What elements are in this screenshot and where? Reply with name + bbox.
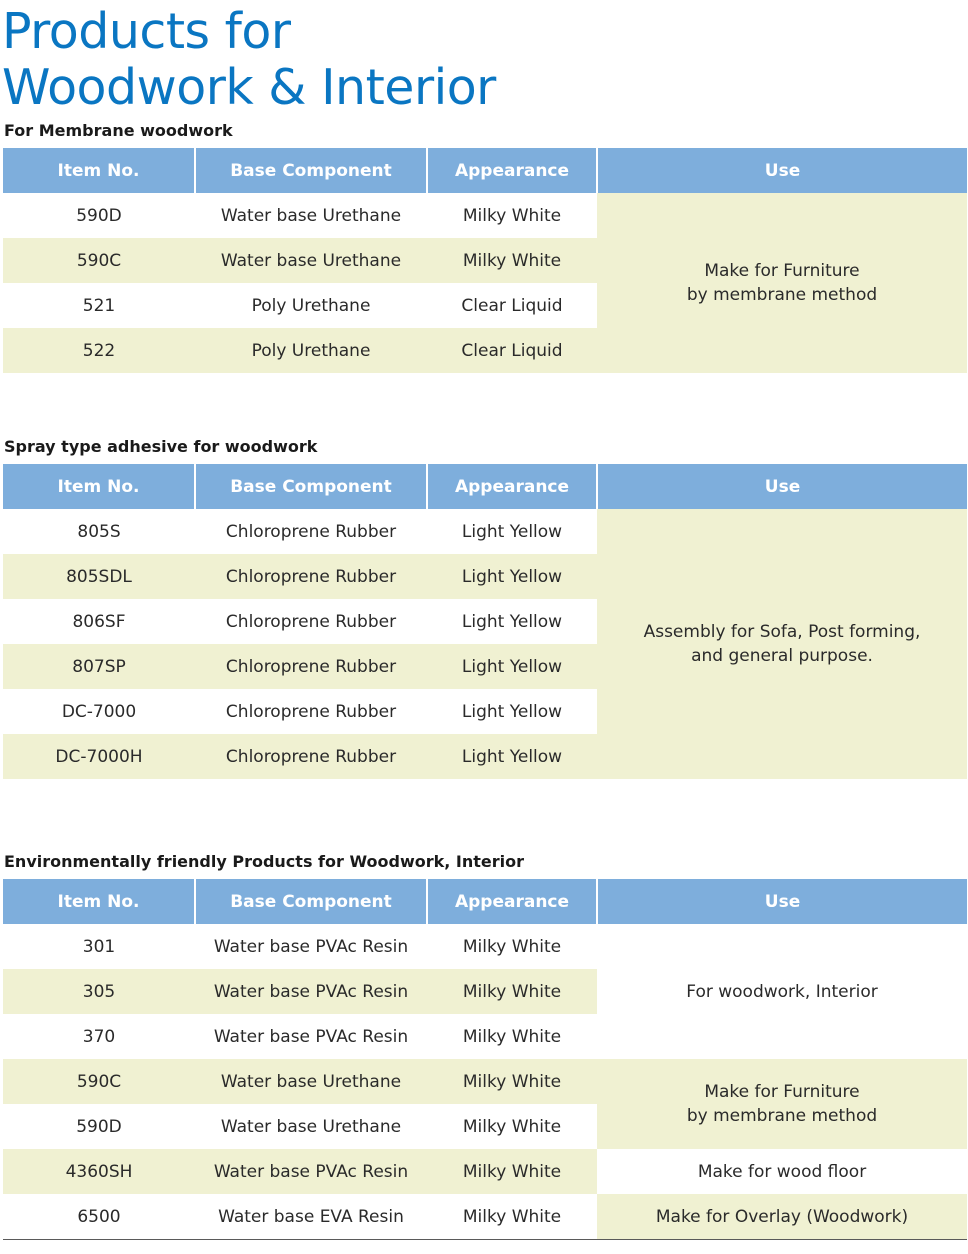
table-row [3,924,967,969]
use-line: by membrane method [686,285,878,305]
section-heading-membrane: For Membrane woodwork [4,121,233,140]
item-no-cell: DC-7000H [3,734,195,779]
table-row [3,1194,967,1240]
table-row [3,193,967,238]
base-component-cell: Water base PVAc Resin [195,969,427,1014]
appearance-cell: Milky White [427,1059,597,1104]
use-line: For woodwork, Interior [686,981,878,1002]
use-line: and general purpose. [691,646,873,666]
item-no-cell: 590D [3,193,195,238]
section-heading-eco: Environmentally friendly Products for Woodwork, Interior [4,852,525,871]
appearance-cell: Light Yellow [427,689,597,734]
use-cell [597,509,967,779]
use-line: by membrane method [686,1106,878,1126]
table-row [3,1149,967,1194]
use-cell [597,1149,967,1194]
use-cell [597,1194,967,1240]
appearance-cell: Milky White [427,969,597,1014]
base-component-cell: Water base Urethane [195,1104,427,1149]
base-component-cell: Water base PVAc Resin [195,1014,427,1059]
item-no-cell: 590C [3,1059,195,1104]
base-component-cell: Water base Urethane [195,1059,427,1104]
item-no-cell: 590C [3,238,195,283]
item-no-cell: 301 [3,924,195,969]
use-line: Make for wood floor [697,1161,867,1182]
base-component-cell: Chloroprene Rubber [195,509,427,554]
base-component-cell: Water base EVA Resin [195,1194,427,1240]
item-no-cell: 807SP [3,644,195,689]
appearance-cell: Milky White [427,1194,597,1240]
item-no-cell: 522 [3,328,195,373]
appearance-cell: Milky White [427,1104,597,1149]
appearance-cell: Milky White [427,1014,597,1059]
header-appearance: Appearance [427,879,597,925]
table-header-row [3,148,967,194]
use-line: Make for Furniture [704,261,860,281]
item-no-cell: 305 [3,969,195,1014]
base-component-cell: Chloroprene Rubber [195,644,427,689]
table-header-row [3,879,967,925]
table-header-row [3,464,967,510]
membrane-table [3,147,967,373]
use-cell [597,193,967,373]
table-row [3,1059,967,1104]
use-cell [597,1059,967,1149]
item-no-cell: DC-7000 [3,689,195,734]
base-component-cell: Chloroprene Rubber [195,734,427,779]
use-line: Make for Overlay (Woodwork) [655,1206,909,1227]
item-no-cell: 6500 [3,1194,195,1240]
base-component-cell: Poly Urethane [195,328,427,373]
appearance-cell: Milky White [427,924,597,969]
eco-table [3,878,967,1240]
table-row [3,509,967,554]
base-component-cell: Poly Urethane [195,283,427,328]
appearance-cell: Light Yellow [427,599,597,644]
use-line: Assembly for Sofa, Post forming, [643,622,921,642]
base-component-cell: Chloroprene Rubber [195,689,427,734]
use-line: Make for Furniture [704,1082,860,1102]
title-line-1: Products for [2,3,291,60]
appearance-cell: Clear Liquid [427,283,597,328]
header-use: Use [597,464,967,510]
header-appearance: Appearance [427,148,597,194]
header-item-no: Item No. [3,148,195,194]
use-cell [597,924,967,1059]
appearance-cell: Milky White [427,1149,597,1194]
appearance-cell: Light Yellow [427,554,597,599]
header-base-component: Base Component [195,148,427,194]
spray-table [3,463,967,779]
appearance-cell: Light Yellow [427,644,597,689]
section-heading-spray: Spray type adhesive for woodwork [4,437,318,456]
base-component-cell: Water base Urethane [195,238,427,283]
item-no-cell: 806SF [3,599,195,644]
base-component-cell: Chloroprene Rubber [195,599,427,644]
header-item-no: Item No. [3,464,195,510]
appearance-cell: Milky White [427,193,597,238]
header-use: Use [597,148,967,194]
header-item-no: Item No. [3,879,195,925]
base-component-cell: Water base PVAc Resin [195,924,427,969]
item-no-cell: 4360SH [3,1149,195,1194]
item-no-cell: 370 [3,1014,195,1059]
item-no-cell: 521 [3,283,195,328]
appearance-cell: Light Yellow [427,509,597,554]
header-appearance: Appearance [427,464,597,510]
appearance-cell: Milky White [427,238,597,283]
base-component-cell: Chloroprene Rubber [195,554,427,599]
item-no-cell: 590D [3,1104,195,1149]
page-title [2,4,496,116]
header-use: Use [597,879,967,925]
base-component-cell: Water base PVAc Resin [195,1149,427,1194]
appearance-cell: Light Yellow [427,734,597,779]
header-base-component: Base Component [195,464,427,510]
title-line-2: Woodwork & Interior [2,59,496,116]
item-no-cell: 805SDL [3,554,195,599]
item-no-cell: 805S [3,509,195,554]
base-component-cell: Water base Urethane [195,193,427,238]
appearance-cell: Clear Liquid [427,328,597,373]
header-base-component: Base Component [195,879,427,925]
